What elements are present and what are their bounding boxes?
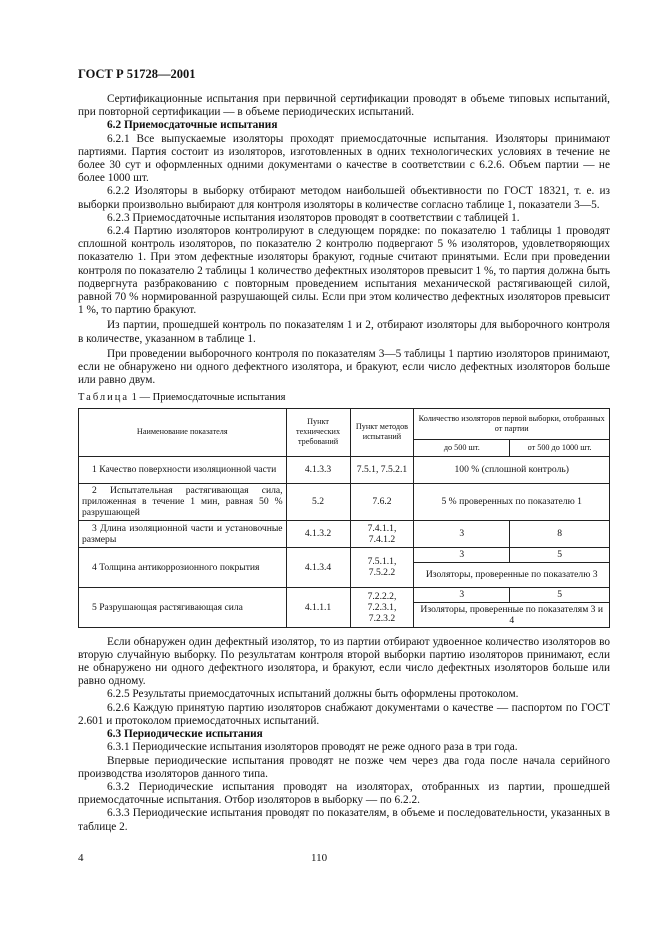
cell-method: 7.5.1.1, 7.5.2.2 [350,547,414,587]
cell-qty-b: 8 [510,520,610,547]
col-header-requirements: Пункт технических требований [286,408,350,456]
paragraph: 6.2.1 Все выпускаемые изоляторы проходят приемосдаточные испытания. Изоляторы принимают партиями. Партия состоит из изоляторов, изготовленных в одних технологических условиях в течение не более 30 сут и оформленных одними документами о качестве в соответствии с 6.2.6. Объем партии — не более 1000 шт. [78,132,610,185]
cell-qty-note: Изоляторы, проверенные по показателям 3 и 4 [414,602,610,627]
col-header-name: Наименование показателя [79,408,287,456]
document-header: ГОСТ Р 51728—2001 [78,67,196,81]
cell-req: 4.1.1.1 [286,587,350,627]
cell-method: 7.2.2.2, 7.2.3.1, 7.2.3.2 [350,587,414,627]
cell-qty: 100 % (сплошной контроль) [414,456,610,483]
paragraph: 6.2.4 Партию изоляторов контролируют в следующем порядке: по показателю 1 таблицы 1 проводят сплошной контроль изоляторов, по показателю 2 контролю подвергают 5 % изоляторов, удовлетворяющих показателю 1. При этом дефектные изоляторы бракуют, годные считают принятыми. Если при проведении контроля по показателю 2 таблицы 1 количество дефектных изоляторов превысит 1 %, то партия должна быть подвергнута разбракованию с повторным проведением испытания механической растягивающей силой, равной 70 % нормированной разрушающей силы. Если при этом количество дефектных изоляторов превысит 1 %, то партию бракуют. [78,225,610,317]
table-caption-word: Таблица [78,392,130,404]
col-header-quantity: Количество изоляторов первой выборки, отобранных от партии [414,408,610,439]
cell-qty-b: 5 [510,587,610,602]
cell-name: 4 Толщина антикоррозионного покрытия [79,547,287,587]
paragraph: Если обнаружен один дефектный изолятор, то из партии отбирают удвоенное количество изоляторов во вторую случайную выборку. По результатам контроля второй выборки партию изоляторов принимают, если не обнаружено ни одного дефектного изолятора, и бракуют, если число дефектных изоляторов больше или равно одному. [78,635,610,688]
acceptance-tests-table [78,408,610,628]
cell-qty-note: Изоляторы, проверенные по показателю 3 [414,562,610,587]
col-header-methods: Пункт методов испытаний [350,408,414,456]
cell-qty-a: 3 [414,587,510,602]
table-row [79,547,610,562]
section-heading-6-3: 6.3 Периодические испытания [107,728,263,741]
table-row [79,456,610,483]
table-header-row [79,408,610,439]
paragraph: При проведении выборочного контроля по показателям 3—5 таблицы 1 партию изоляторов принимают, если не обнаружено ни одного дефектного изолятора, и бракуют, если число дефектных изоляторов больше или равно двум. [78,347,610,387]
cell-req: 4.1.3.2 [286,520,350,547]
paragraph: Сертификационные испытания при первичной сертификации проводят в объеме типовых испытаний, при повторной сертификации — в объеме периодических испытаний. [78,93,610,119]
page-side-number: 4 [78,852,84,864]
cell-method: 7.5.1, 7.5.2.1 [350,456,414,483]
table-caption [78,391,610,404]
paragraph: 6.3.1 Периодические испытания изоляторов проводят не реже одного раза в три года. [107,741,518,754]
table-caption-title: 1 — Приемосдаточные испытания [129,392,286,404]
cell-name: 1 Качество поверхности изоляционной части [79,456,287,483]
cell-req: 5.2 [286,483,350,520]
paragraph: 6.2.3 Приемосдаточные испытания изоляторов проводят в соответствии с таблицей 1. [107,211,520,224]
paragraph: 6.2.6 Каждую принятую партию изоляторов снабжают документами о качестве — паспортом по ГОСТ 2.601 и протоколом приемосдаточных испытаний. [78,701,610,727]
cell-qty-a: 3 [414,520,510,547]
cell-req: 4.1.3.4 [286,547,350,587]
paragraph: 6.2.2 Изоляторы в выборку отбирают методом наибольшей объективности по ГОСТ 18321, т. е. из выборки произвольно выбирают для контроля изоляторы в количестве согласно таблице 1, показатели 3—5. [78,185,610,211]
col-header-qty-up-to-500: до 500 шт. [414,439,510,456]
section-heading-6-2: 6.2 Приемосдаточные испытания [107,119,278,132]
col-header-qty-500-1000: от 500 до 1000 шт. [510,439,610,456]
cell-method: 7.6.2 [350,483,414,520]
paragraph: 6.3.3 Периодические испытания проводят по показателям, в объеме и последовательности, указанных в таблице 2. [78,807,610,833]
paragraph: Из партии, прошедшей контроль по показателям 1 и 2, отбирают изоляторы для выборочного контроля в количестве, указанном в таблице 1. [78,319,610,345]
cell-method: 7.4.1.1, 7.4.1.2 [350,520,414,547]
cell-name: 5 Разрушающая растягивающая сила [79,587,287,627]
cell-req: 4.1.3.3 [286,456,350,483]
cell-name: 3 Длина изоляционной части и установочные размеры [79,520,287,547]
table-row [79,483,610,520]
page-number: 110 [311,852,328,864]
paragraph: Впервые периодические испытания проводят не позже чем через два года после начала серийного производства изоляторов данного типа. [78,754,610,780]
cell-qty-a: 3 [414,547,510,562]
cell-qty-b: 5 [510,547,610,562]
paragraph: 6.2.5 Результаты приемосдаточных испытаний должны быть оформлены протоколом. [107,688,519,701]
body-text [78,93,610,834]
table-row [79,587,610,602]
paragraph: 6.3.2 Периодические испытания проводят на изоляторах, отобранных из партии, прошедшей приемосдаточные испытания. Отбор изоляторов в выборку — по 6.2.2. [78,780,610,807]
cell-name: 2 Испытательная растягивающая сила, приложенная в течение 1 мин, равная 50 % разрушающей [79,483,287,520]
cell-qty: 5 % проверенных по показателю 1 [414,483,610,520]
table-row [79,520,610,547]
